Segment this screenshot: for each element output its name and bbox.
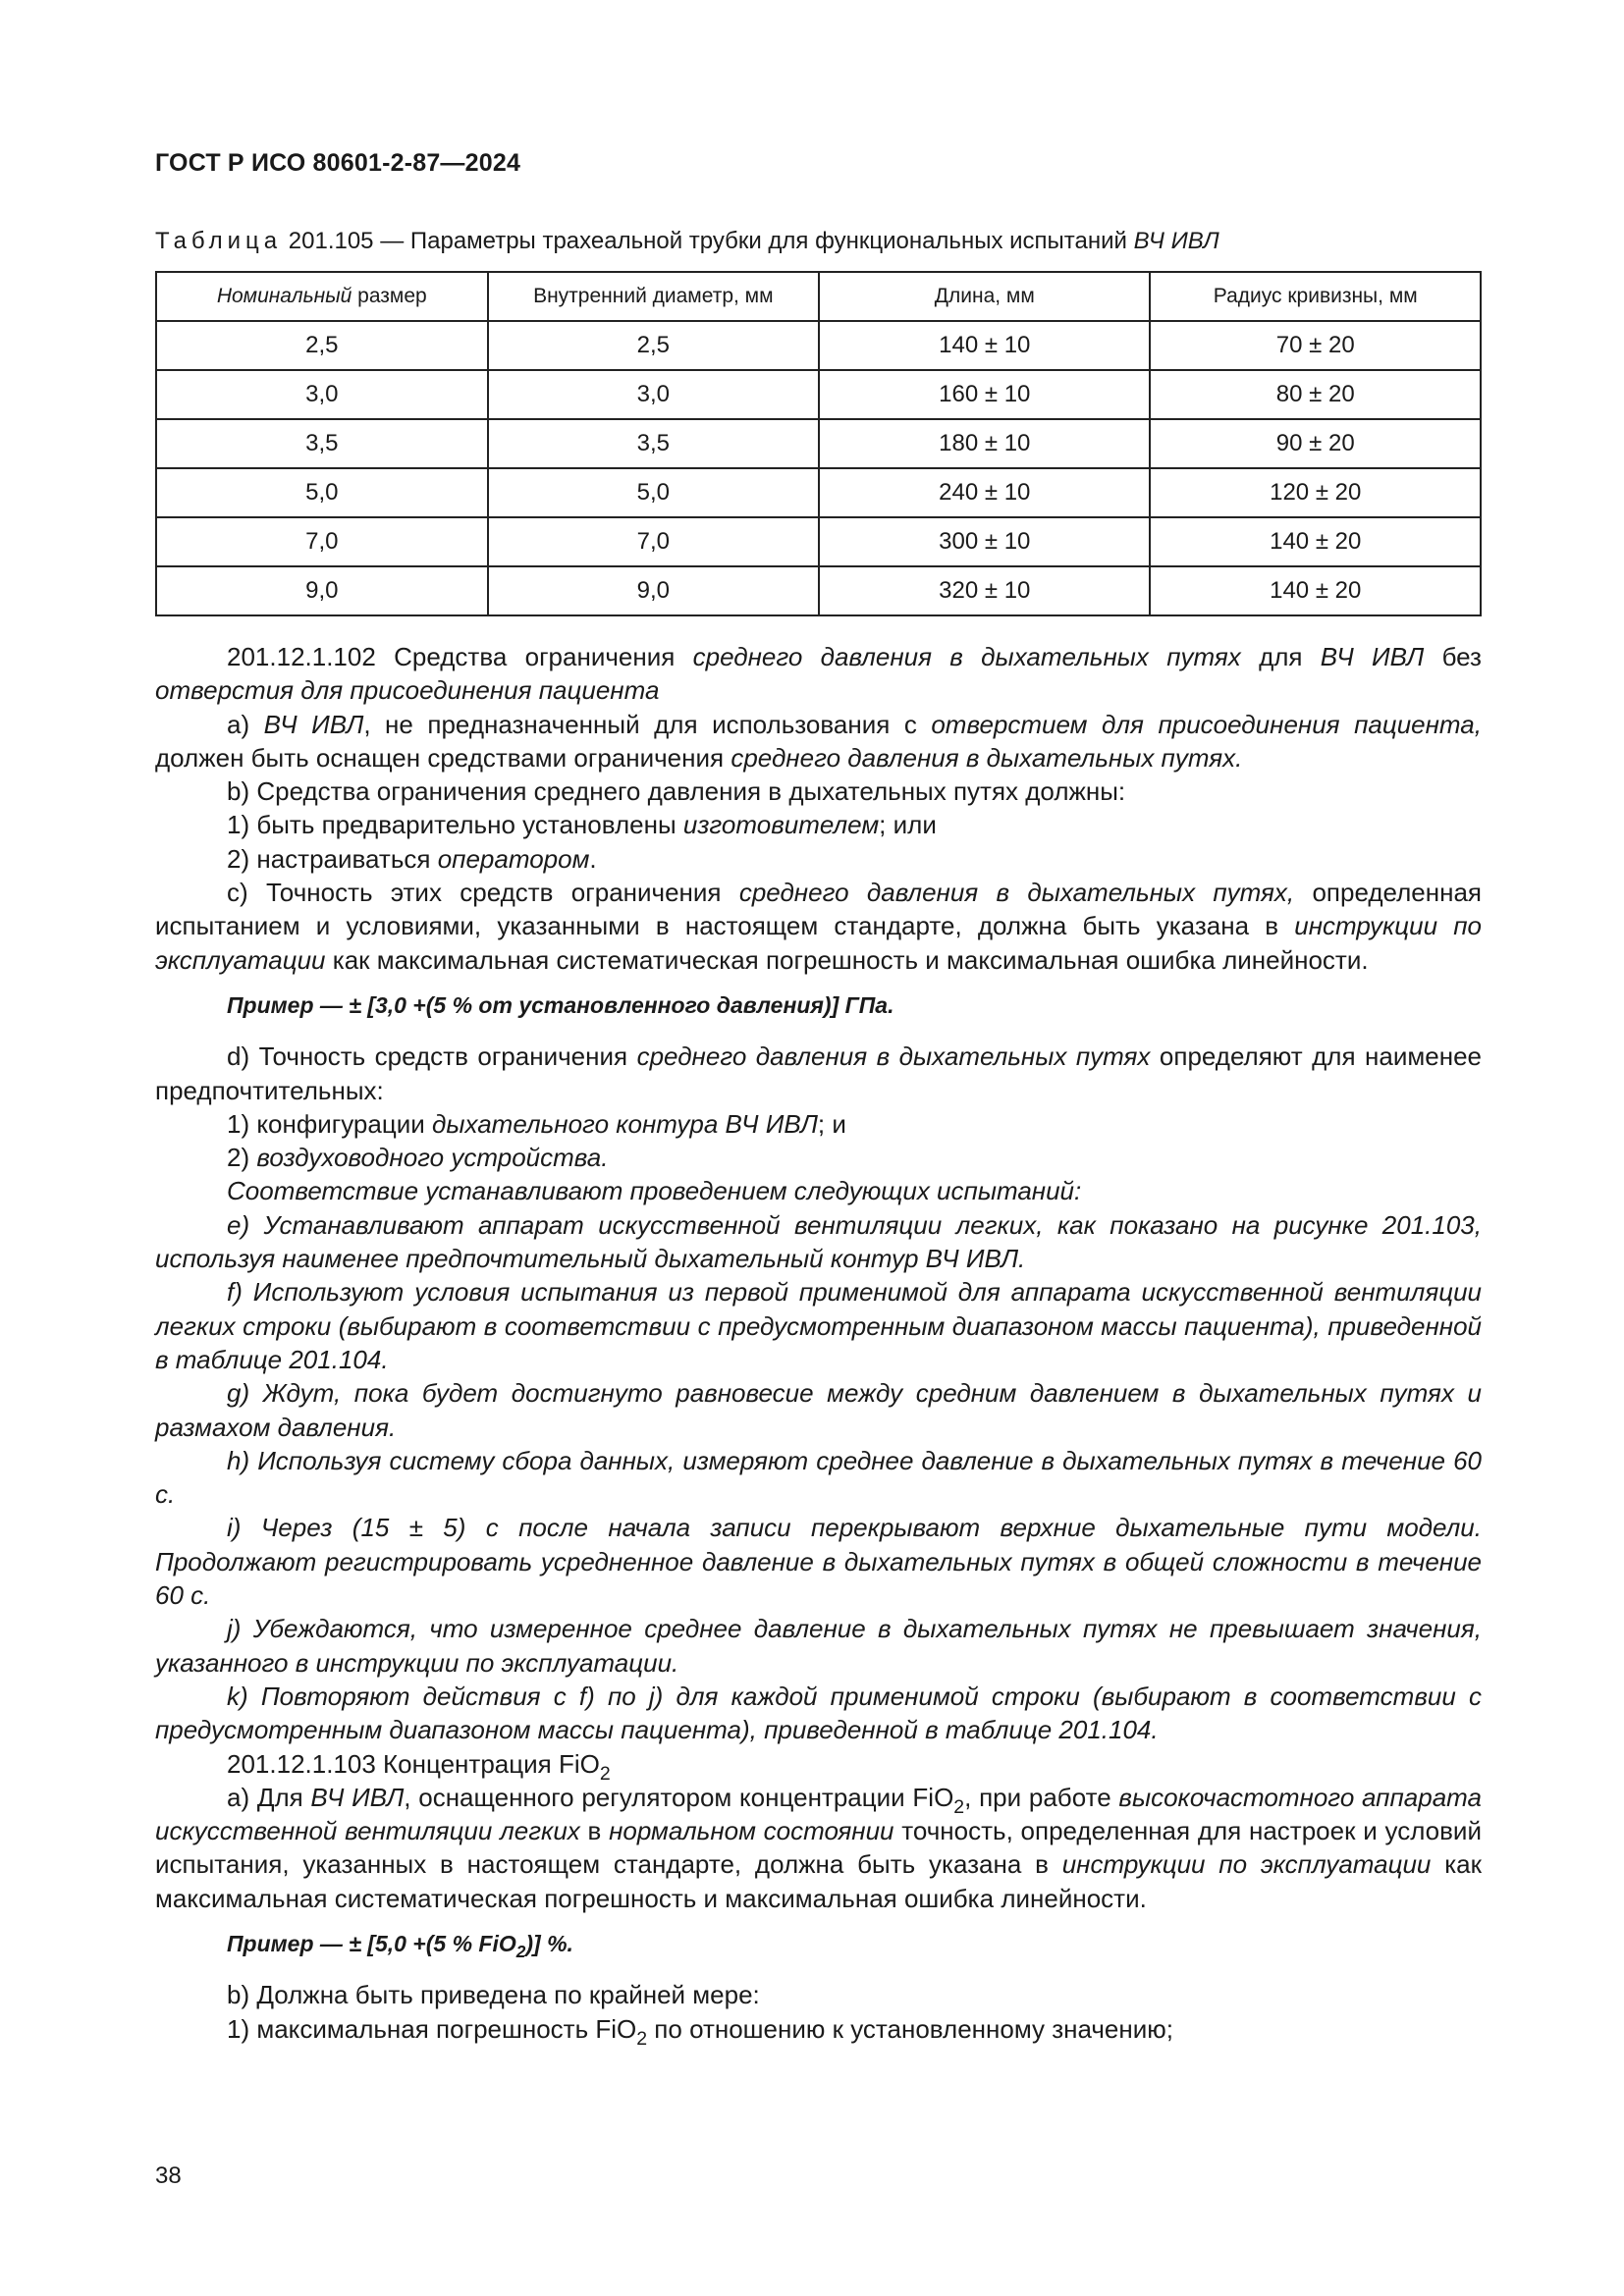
- header-length: Длина, мм: [819, 272, 1150, 321]
- table-cell: 120 ± 20: [1150, 468, 1481, 517]
- table-cell: 7,0: [488, 517, 820, 566]
- table-cell: 320 ± 10: [819, 566, 1150, 615]
- list-item: 2) настраиваться оператором.: [227, 843, 597, 874]
- test-step-f: f) Используют условия испытания из первой применимой для аппарата искусственной вентиляции легких строки (выбирают в соответствии с предусмотренным диапазоном массы пациента), приведенной в таблице 201.104.: [155, 1277, 1482, 1374]
- table-caption-text: 201.105 — Параметры трахеальной трубки для функциональных испытаний: [282, 228, 1134, 254]
- table-cell: 160 ± 10: [819, 370, 1150, 419]
- table-cell: 70 ± 20: [1150, 321, 1481, 370]
- table-caption: [155, 228, 1219, 255]
- test-step-g: g) Ждут, пока будет достигнуто равновесие между средним давлением в дыхательных путях и размахом давления.: [155, 1378, 1482, 1442]
- table-cell: 7,0: [156, 517, 488, 566]
- table-cell: 3,0: [156, 370, 488, 419]
- header-nominal-size-italic: Номинальный: [216, 285, 352, 307]
- list-item: 1) быть предварительно установлены изготовителем; или: [227, 810, 937, 840]
- table-row: [156, 566, 1481, 615]
- parameters-table: [155, 271, 1482, 616]
- table-cell: 140 ± 20: [1150, 566, 1481, 615]
- table-cell: 240 ± 10: [819, 468, 1150, 517]
- table-cell: 3,0: [488, 370, 820, 419]
- clause-201-12-1-102: 201.12.1.102 Средства ограничения среднего давления в дыхательных путях для ВЧ ИВЛ без отверстия для присоединения пациента: [155, 642, 1482, 706]
- table-cell: 2,5: [488, 321, 820, 370]
- paragraph-b-fio2: b) Должна быть приведена по крайней мере:: [227, 1980, 760, 2010]
- header-radius: Радиус кривизны, мм: [1150, 272, 1481, 321]
- list-item: 2) воздуховодного устройства.: [227, 1143, 609, 1173]
- table-caption-label: Таблица: [155, 228, 283, 254]
- table-row: [156, 419, 1481, 468]
- paragraph-c: c) Точность этих средств ограничения среднего давления в дыхательных путях, определенная испытанием и условиями, указанными в настоящем стандарте, должна быть указана в инструкции по эксплуатации как максимальная систематическая погрешность и максимальная ошибка линейности.: [155, 878, 1483, 975]
- table-caption-italic: ВЧ ИВЛ: [1133, 228, 1219, 254]
- test-step-i: i) Через (15 ± 5) с после начала записи перекрывают верхние дыхательные пути модели. Продолжают регистрировать усредненное давление в дыхательных путях в общей сложности в течение 60 с.: [155, 1513, 1482, 1611]
- page-number: 38: [155, 2163, 182, 2189]
- example-1: Пример — ± [3,0 +(5 % от установленного давления)] ГПа.: [227, 991, 894, 1018]
- table-cell: 140 ± 10: [819, 321, 1150, 370]
- clause-201-12-1-103: 201.12.1.103 Концентрация FiO$_2$: [227, 1748, 611, 1785]
- header-nominal-size: [156, 272, 488, 321]
- table-cell: 5,0: [488, 468, 820, 517]
- table-row: [156, 370, 1481, 419]
- paragraph-a: a) ВЧ ИВЛ, не предназначенный для использования с отверстием для присоединения пациента, должен быть оснащен средствами ограничения среднего давления в дыхательных путях.: [155, 709, 1482, 773]
- test-step-h: h) Используя систему сбора данных, измеряют среднее давление в дыхательных путях в течение 60 с.: [155, 1445, 1482, 1510]
- table-cell: 3,5: [156, 419, 488, 468]
- table-cell: 80 ± 20: [1150, 370, 1481, 419]
- compliance-statement: Соответствие устанавливают проведением следующих испытаний:: [227, 1176, 1082, 1206]
- body-text: [155, 640, 1483, 2050]
- paragraph-d: d) Точность средств ограничения среднего давления в дыхательных путях определяют для наименее предпочтительных:: [155, 1041, 1482, 1105]
- table-cell: 300 ± 10: [819, 517, 1150, 566]
- table-cell: 180 ± 10: [819, 419, 1150, 468]
- table-row: [156, 517, 1481, 566]
- table-row: [156, 321, 1481, 370]
- table-cell: 3,5: [488, 419, 820, 468]
- table-row: [156, 468, 1481, 517]
- table-cell: 9,0: [488, 566, 820, 615]
- example-2: Пример — ± [5,0 +(5 % FiO$_2$)] %.: [227, 1930, 573, 1962]
- table-cell: 90 ± 20: [1150, 419, 1481, 468]
- paragraph-a-fio2: a) Для ВЧ ИВЛ, оснащенного регулятором концентрации FiO$_2$, при работе высокочастотного аппарата искусственной вентиляции легких в нормальном состоянии точность, определенная для настроек и условий испытания, указанных в настоящем стандарте, должна быть указана в инструкции по эксплуатации как максимальная систематическая погрешность и максимальная ошибка линейности.: [155, 1782, 1482, 1913]
- header-nominal-size-rest: размер: [352, 285, 427, 307]
- test-step-j: j) Убеждаются, что измеренное среднее давление в дыхательных путях не превышает значения, указанного в инструкции по эксплуатации.: [155, 1614, 1482, 1678]
- table-header-row: [156, 272, 1481, 321]
- test-step-k: k) Повторяют действия с f) по j) для каждой применимой строки (выбирают в соответствии с предусмотренным диапазоном массы пациента), приведенной в таблице 201.104.: [155, 1681, 1482, 1745]
- table-cell: 5,0: [156, 468, 488, 517]
- header-inner-diameter: Внутренний диаметр, мм: [488, 272, 820, 321]
- paragraph-b: b) Средства ограничения среднего давления в дыхательных путях должны:: [227, 776, 1126, 807]
- table-cell: 9,0: [156, 566, 488, 615]
- list-item: 1) конфигурации дыхательного контура ВЧ ИВЛ; и: [227, 1108, 846, 1139]
- table-cell: 2,5: [156, 321, 488, 370]
- standard-title: ГОСТ Р ИСО 80601-2-87—2024: [155, 149, 521, 177]
- table-cell: 140 ± 20: [1150, 517, 1481, 566]
- test-step-e: e) Устанавливают аппарат искусственной вентиляции легких, как показано на рисунке 201.103, используя наименее предпочтительный дыхательный контур ВЧ ИВЛ.: [155, 1209, 1482, 1274]
- list-item: 1) максимальная погрешность FiO$_2$ по отношению к установленному значению;: [227, 2013, 1173, 2050]
